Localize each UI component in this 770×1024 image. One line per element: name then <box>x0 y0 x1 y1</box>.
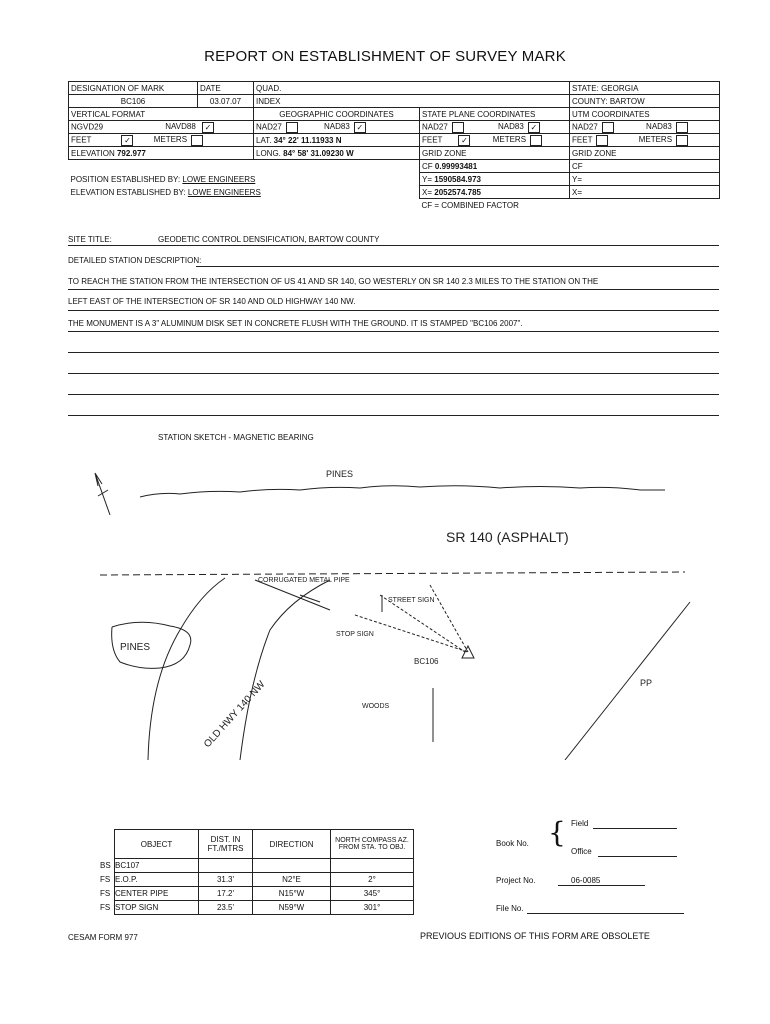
sp-meters-checkbox[interactable] <box>530 135 542 146</box>
ngvd-row: NGVD29 NAVD88 ✓ <box>69 121 254 134</box>
table-row: BC107 <box>115 859 414 873</box>
label-bc106: BC106 <box>414 657 439 666</box>
header-direction: DIRECTION <box>253 830 331 859</box>
obsolete-note: PREVIOUS EDITIONS OF THIS FORM ARE OBSOLETE <box>420 931 650 941</box>
power-line <box>565 602 690 760</box>
table-row: STOP SIGN 23.5' N59°W 301° <box>115 901 414 915</box>
utm-feet-checkbox[interactable] <box>596 135 608 146</box>
header-dist: DIST. IN FT./MTRS <box>199 830 253 859</box>
rule <box>68 373 719 374</box>
rule <box>68 331 719 332</box>
geo-nad-row: NAD27 NAD83 ✓ <box>254 121 420 134</box>
rule <box>68 310 719 311</box>
cf-row: CF 0.99993481 <box>420 160 570 173</box>
rule <box>68 289 719 290</box>
site-title-value: GEODETIC CONTROL DENSIFICATION, BARTOW COUNTY <box>158 235 380 244</box>
project-underline <box>558 885 645 886</box>
utm-nad-row: NAD27 NAD83 <box>570 121 720 134</box>
label-corrugated: CORRUGATED METAL PIPE <box>258 577 350 584</box>
table-row: CENTER PIPE 17.2' N15°W 345° <box>115 887 414 901</box>
elevation-est-value: LOWE ENGINEERS <box>187 187 261 197</box>
sketch-label: STATION SKETCH - MAGNETIC BEARING <box>158 433 314 442</box>
form-number: CESAM FORM 977 <box>68 933 138 942</box>
date-label: DATE <box>198 82 254 95</box>
page-title: REPORT ON ESTABLISHMENT OF SURVEY MARK <box>204 48 566 65</box>
cf-value: 0.99993481 <box>434 161 478 171</box>
office-input[interactable] <box>598 856 677 857</box>
label-pines-left: PINES <box>120 642 151 653</box>
vertical-format-label: VERTICAL FORMAT <box>69 108 254 121</box>
desc-line-2: LEFT EAST OF THE INTERSECTION OF SR 140 AND OLD HIGHWAY 140 NW. <box>68 297 356 306</box>
designation-label: DESIGNATION OF MARK <box>69 82 198 95</box>
utm-gridzone: GRID ZONE <box>570 147 720 160</box>
rule <box>68 352 719 353</box>
utm-x: X= <box>570 186 720 199</box>
sp-nad-row: NAD27 NAD83 ✓ <box>420 121 570 134</box>
lat-row: LAT. 34° 22' 11.11933 N <box>254 134 420 147</box>
header-object: OBJECT <box>115 830 199 859</box>
office-label: Office <box>571 847 592 856</box>
site-title-label: SITE TITLE: <box>68 235 112 244</box>
label-pines-top: PINES <box>326 469 354 479</box>
row-side-fs: FS <box>100 889 111 898</box>
pipe <box>255 580 330 610</box>
tree-line <box>140 486 665 497</box>
table-row: E.O.P. 31.3' N2°E 2° <box>115 873 414 887</box>
state-value: GEORGIA <box>601 83 639 93</box>
label-pp: PP <box>640 678 653 688</box>
geo-nad83-checkbox[interactable]: ✓ <box>354 122 366 133</box>
x-value: 2052574.785 <box>434 187 481 197</box>
station-desc-label: DETAILED STATION DESCRIPTION: <box>68 256 202 265</box>
lat-value: 34° 22' 11.11933 N <box>273 135 342 145</box>
objects-table <box>114 829 414 915</box>
utm-cf: CF <box>570 160 720 173</box>
utm-units-row: FEET METERS <box>570 134 720 147</box>
pipe-end <box>300 595 320 602</box>
sp-nad27-checkbox[interactable] <box>452 122 464 133</box>
project-label: Project No. <box>496 876 536 885</box>
project-value: 06-0085 <box>571 876 601 885</box>
north-arrow-icon <box>95 473 110 515</box>
y-row: Y= 1590584.973 <box>420 173 570 186</box>
utm-label: UTM COORDINATES <box>570 108 720 121</box>
utm-nad27-checkbox[interactable] <box>602 122 614 133</box>
label-sr140: SR 140 (ASPHALT) <box>446 529 569 545</box>
sp-feet-checkbox[interactable]: ✓ <box>458 135 470 146</box>
long-row: LONG. 84° 58' 31.09230 W <box>254 147 420 160</box>
long-value: 84° 58' 31.09230 W <box>283 148 354 158</box>
sp-units-row: FEET ✓ METERS <box>420 134 570 147</box>
quad-label: QUAD. <box>254 82 570 95</box>
elevation-value: 792.977 <box>116 148 146 158</box>
row-side-fs: FS <box>100 875 111 884</box>
cf-note: CF = COMBINED FACTOR <box>421 200 519 210</box>
brace-icon: { <box>548 816 566 849</box>
units-row: FEET ✓ METERS <box>69 134 254 147</box>
meters-checkbox[interactable] <box>191 135 203 146</box>
rule <box>68 415 719 416</box>
road-edge <box>100 572 685 575</box>
utm-meters-checkbox[interactable] <box>676 135 688 146</box>
label-old-hwy: OLD HWY 140 NW <box>202 679 268 751</box>
desc-line-1: TO REACH THE STATION FROM THE INTERSECTION OF US 41 AND SR 140, GO WESTERLY ON SR 140 2.3 MILES TO THE STATION ON THE <box>68 277 599 286</box>
date-value: 03.07.07 <box>198 95 254 108</box>
geo-coords-label: GEOGRAPHIC COORDINATES <box>254 108 420 121</box>
index-label: INDEX <box>254 95 570 108</box>
navd88-checkbox[interactable]: ✓ <box>202 122 214 133</box>
feet-checkbox[interactable]: ✓ <box>121 135 133 146</box>
position-value: LOWE ENGINEERS <box>182 174 256 184</box>
label-woods: WOODS <box>362 703 390 710</box>
sp-gridzone: GRID ZONE <box>420 147 570 160</box>
row-side-bs: BS <box>100 861 111 870</box>
file-label: File No. <box>496 904 524 913</box>
x-row: X= 2052574.785 <box>420 186 570 199</box>
rule <box>68 245 719 246</box>
utm-y: Y= <box>570 173 720 186</box>
field-label: Field <box>571 819 589 828</box>
geo-nad27-checkbox[interactable] <box>286 122 298 133</box>
designation-value: BC106 <box>69 95 198 108</box>
old-hwy-edge-right <box>240 580 330 760</box>
county-cell: COUNTY: BARTOW <box>570 95 720 108</box>
utm-nad83-checkbox[interactable] <box>676 122 688 133</box>
position-est: POSITION ESTABLISHED BY: LOWE ENGINEERS <box>70 174 256 184</box>
y-value: 1590584.973 <box>434 174 481 184</box>
elevation-est: ELEVATION ESTABLISHED BY: LOWE ENGINEERS <box>70 187 261 197</box>
survey-info-table <box>68 81 720 211</box>
file-input[interactable] <box>527 913 684 914</box>
field-input[interactable] <box>593 828 677 829</box>
state-cell: STATE: GEORGIA <box>570 82 720 95</box>
rule <box>196 266 719 267</box>
sp-nad83-checkbox[interactable]: ✓ <box>528 122 540 133</box>
header-azimuth: NORTH COMPASS AZ. FROM STA. TO OBJ. <box>331 830 414 859</box>
rule <box>68 394 719 395</box>
row-side-fs: FS <box>100 903 111 912</box>
label-stop-sign: STOP SIGN <box>336 631 374 638</box>
county-value: BARTOW <box>609 96 645 106</box>
station-sketch <box>0 430 770 760</box>
state-plane-label: STATE PLANE COORDINATES <box>420 108 570 121</box>
book-label: Book No. <box>496 839 529 848</box>
elevation-row: ELEVATION 792.977 <box>69 147 254 160</box>
desc-line-3: THE MONUMENT IS A 3" ALUMINUM DISK SET IN CONCRETE FLUSH WITH THE GROUND. IT IS STAMPED "BC106 2007". <box>68 319 523 328</box>
label-street-sign: STREET SIGN <box>388 597 435 604</box>
